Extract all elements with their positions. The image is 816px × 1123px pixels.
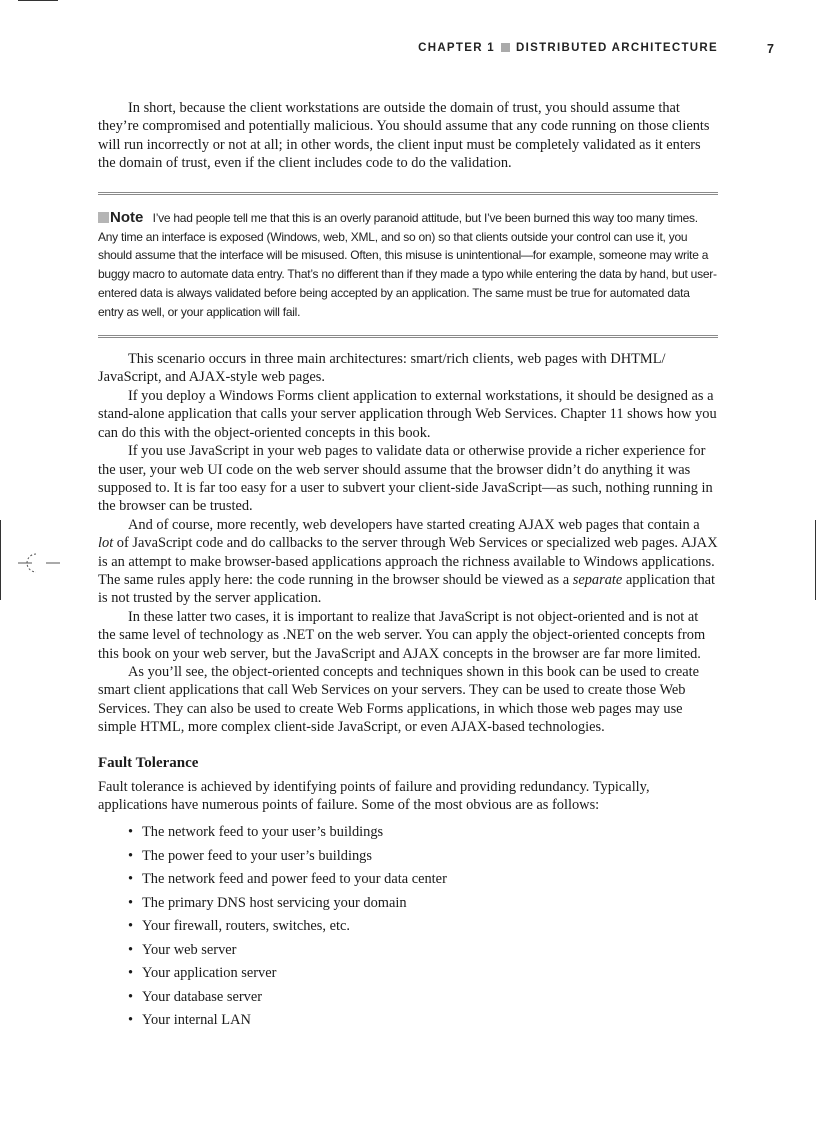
section-heading-fault-tolerance: Fault Tolerance: [98, 754, 199, 771]
list-item: [128, 821, 718, 845]
bullet-icon: •: [128, 871, 134, 888]
note-text: I’ve had people tell me that this is an overly paranoid attitude, but I’ve been burned this way too many times. Any time an interface is exposed (Windows, web, XML, and so on) so that clients outside your control can use it, you should assume that the interface will be misused. Often, this misuse is unintentional—for example, someone may write a buggy macro to automate data entry. That’s no different than if they made a typo while entering the data by hand, but user-entered data is always validated before being accepted by an application. The same must be true for automated data entry as well, or your application will fail.: [98, 210, 717, 320]
square-bullet-icon: [501, 43, 510, 52]
list-item-text: The power feed to your user’s buildings: [142, 847, 372, 864]
crop-mark-top-left: [18, 0, 58, 1]
bullet-icon: •: [128, 824, 134, 841]
list-item: [128, 868, 718, 892]
list-item: [128, 892, 718, 916]
list-item: [128, 845, 718, 869]
chapter-label: CHAPTER 1: [418, 42, 495, 54]
registration-mark-icon: [18, 550, 60, 576]
list-item-text: The network feed to your user’s buildings: [142, 824, 384, 841]
list-item-text: Your firewall, routers, switches, etc.: [142, 918, 350, 935]
bullet-icon: •: [128, 894, 134, 911]
list-item-text: The primary DNS host servicing your domain: [142, 894, 407, 911]
bullet-icon: •: [128, 941, 134, 958]
list-item-text: Your internal LAN: [142, 1012, 251, 1029]
note-marker-icon: [98, 212, 109, 223]
bullet-icon: •: [128, 965, 134, 982]
running-header: [0, 42, 816, 60]
crop-mark-left-upper: [0, 520, 1, 600]
paragraph-windows-forms: If you deploy a Windows Forms client application to external workstations, it should be designed as a stand-alone application that calls your server application through Web Services. Chapter 11 shows how you can do this with the object-oriented concepts in this book.: [98, 387, 717, 441]
note-box: [98, 192, 718, 338]
list-item: [128, 1009, 718, 1033]
list-item: [128, 986, 718, 1010]
list-item-text: Your web server: [142, 941, 237, 958]
intro-paragraph: In short, because the client workstations are outside the domain of trust, you should assume that they’re compromised and potentially malicious. You should assume that any code running on those clients will run incorrectly or not at all; in other words, the client input must be completely validated as it enters the domain of trust, even if the client includes code to do the validation.: [98, 100, 710, 172]
note-label: Note: [110, 208, 144, 226]
failure-points-list: [98, 821, 718, 1033]
list-item: [128, 962, 718, 986]
paragraph-architectures: This scenario occurs in three main architectures: smart/rich clients, web pages with DHTML/ JavaScript, and AJAX-style web pages.: [98, 351, 666, 386]
ajax-text-b: of JavaScript code and do callbacks to the server through Web Services or specialized web pages. AJAX is an attempt to make browser-based applications approach the richness available to Windows applications. The same rules apply here: the code running in the browser should be viewed as a: [98, 535, 718, 588]
bullet-icon: •: [128, 988, 134, 1005]
section-title: DISTRIBUTED ARCHITECTURE: [516, 42, 718, 54]
paragraph-latter-cases: In these latter two cases, it is important to realize that JavaScript is not object-oriented and is not at the same level of technology as .NET on the web server. You can apply the object-oriented concepts from this book on your web server, but the JavaScript and AJAX concepts in the browser are far more limited.: [98, 608, 706, 662]
page-body: [98, 99, 718, 1033]
paragraph-ajax: [98, 516, 718, 608]
page-number: 7: [767, 42, 774, 56]
note-paragraph: [98, 209, 718, 322]
bullet-icon: •: [128, 918, 134, 935]
list-item-text: Your database server: [142, 988, 263, 1005]
list-item-text: The network feed and power feed to your data center: [142, 871, 447, 888]
ajax-emphasis-separate: separate: [572, 571, 623, 588]
ajax-emphasis-lot: lot: [98, 535, 114, 552]
ajax-text-c: application that is not trusted by the server application.: [98, 571, 716, 607]
list-item: [128, 939, 718, 963]
list-item-text: Your application server: [142, 965, 277, 982]
paragraph-oo-concepts: As you’ll see, the object-oriented concepts and techniques shown in this book can be used to create smart client applications that call Web Services on your servers. They can be used to create those Web Services. They can also be used to create Web Forms applications, in which those web pages may use simple HTML, more complex client-side JavaScript, or even AJAX-based technologies.: [98, 663, 700, 736]
bullet-icon: •: [128, 847, 134, 864]
paragraph-javascript: If you use JavaScript in your web pages to validate data or otherwise provide a richer experience for the user, your web UI code on the web server should assume that the browser didn’t do anything it was supposed to. It is far too easy for a user to subvert your client-side JavaScript—as such, nothing running in the browser can be trusted.: [98, 443, 713, 515]
bullet-icon: •: [128, 1012, 134, 1029]
fault-tolerance-intro: Fault tolerance is achieved by identifying points of failure and providing redundancy. Typically, applications have numerous points of failure. Some of the most obvious are as follows:: [98, 778, 650, 813]
ajax-text-a: And of course, more recently, web developers have started creating AJAX web pages that contain a: [128, 516, 700, 533]
list-item: [128, 915, 718, 939]
